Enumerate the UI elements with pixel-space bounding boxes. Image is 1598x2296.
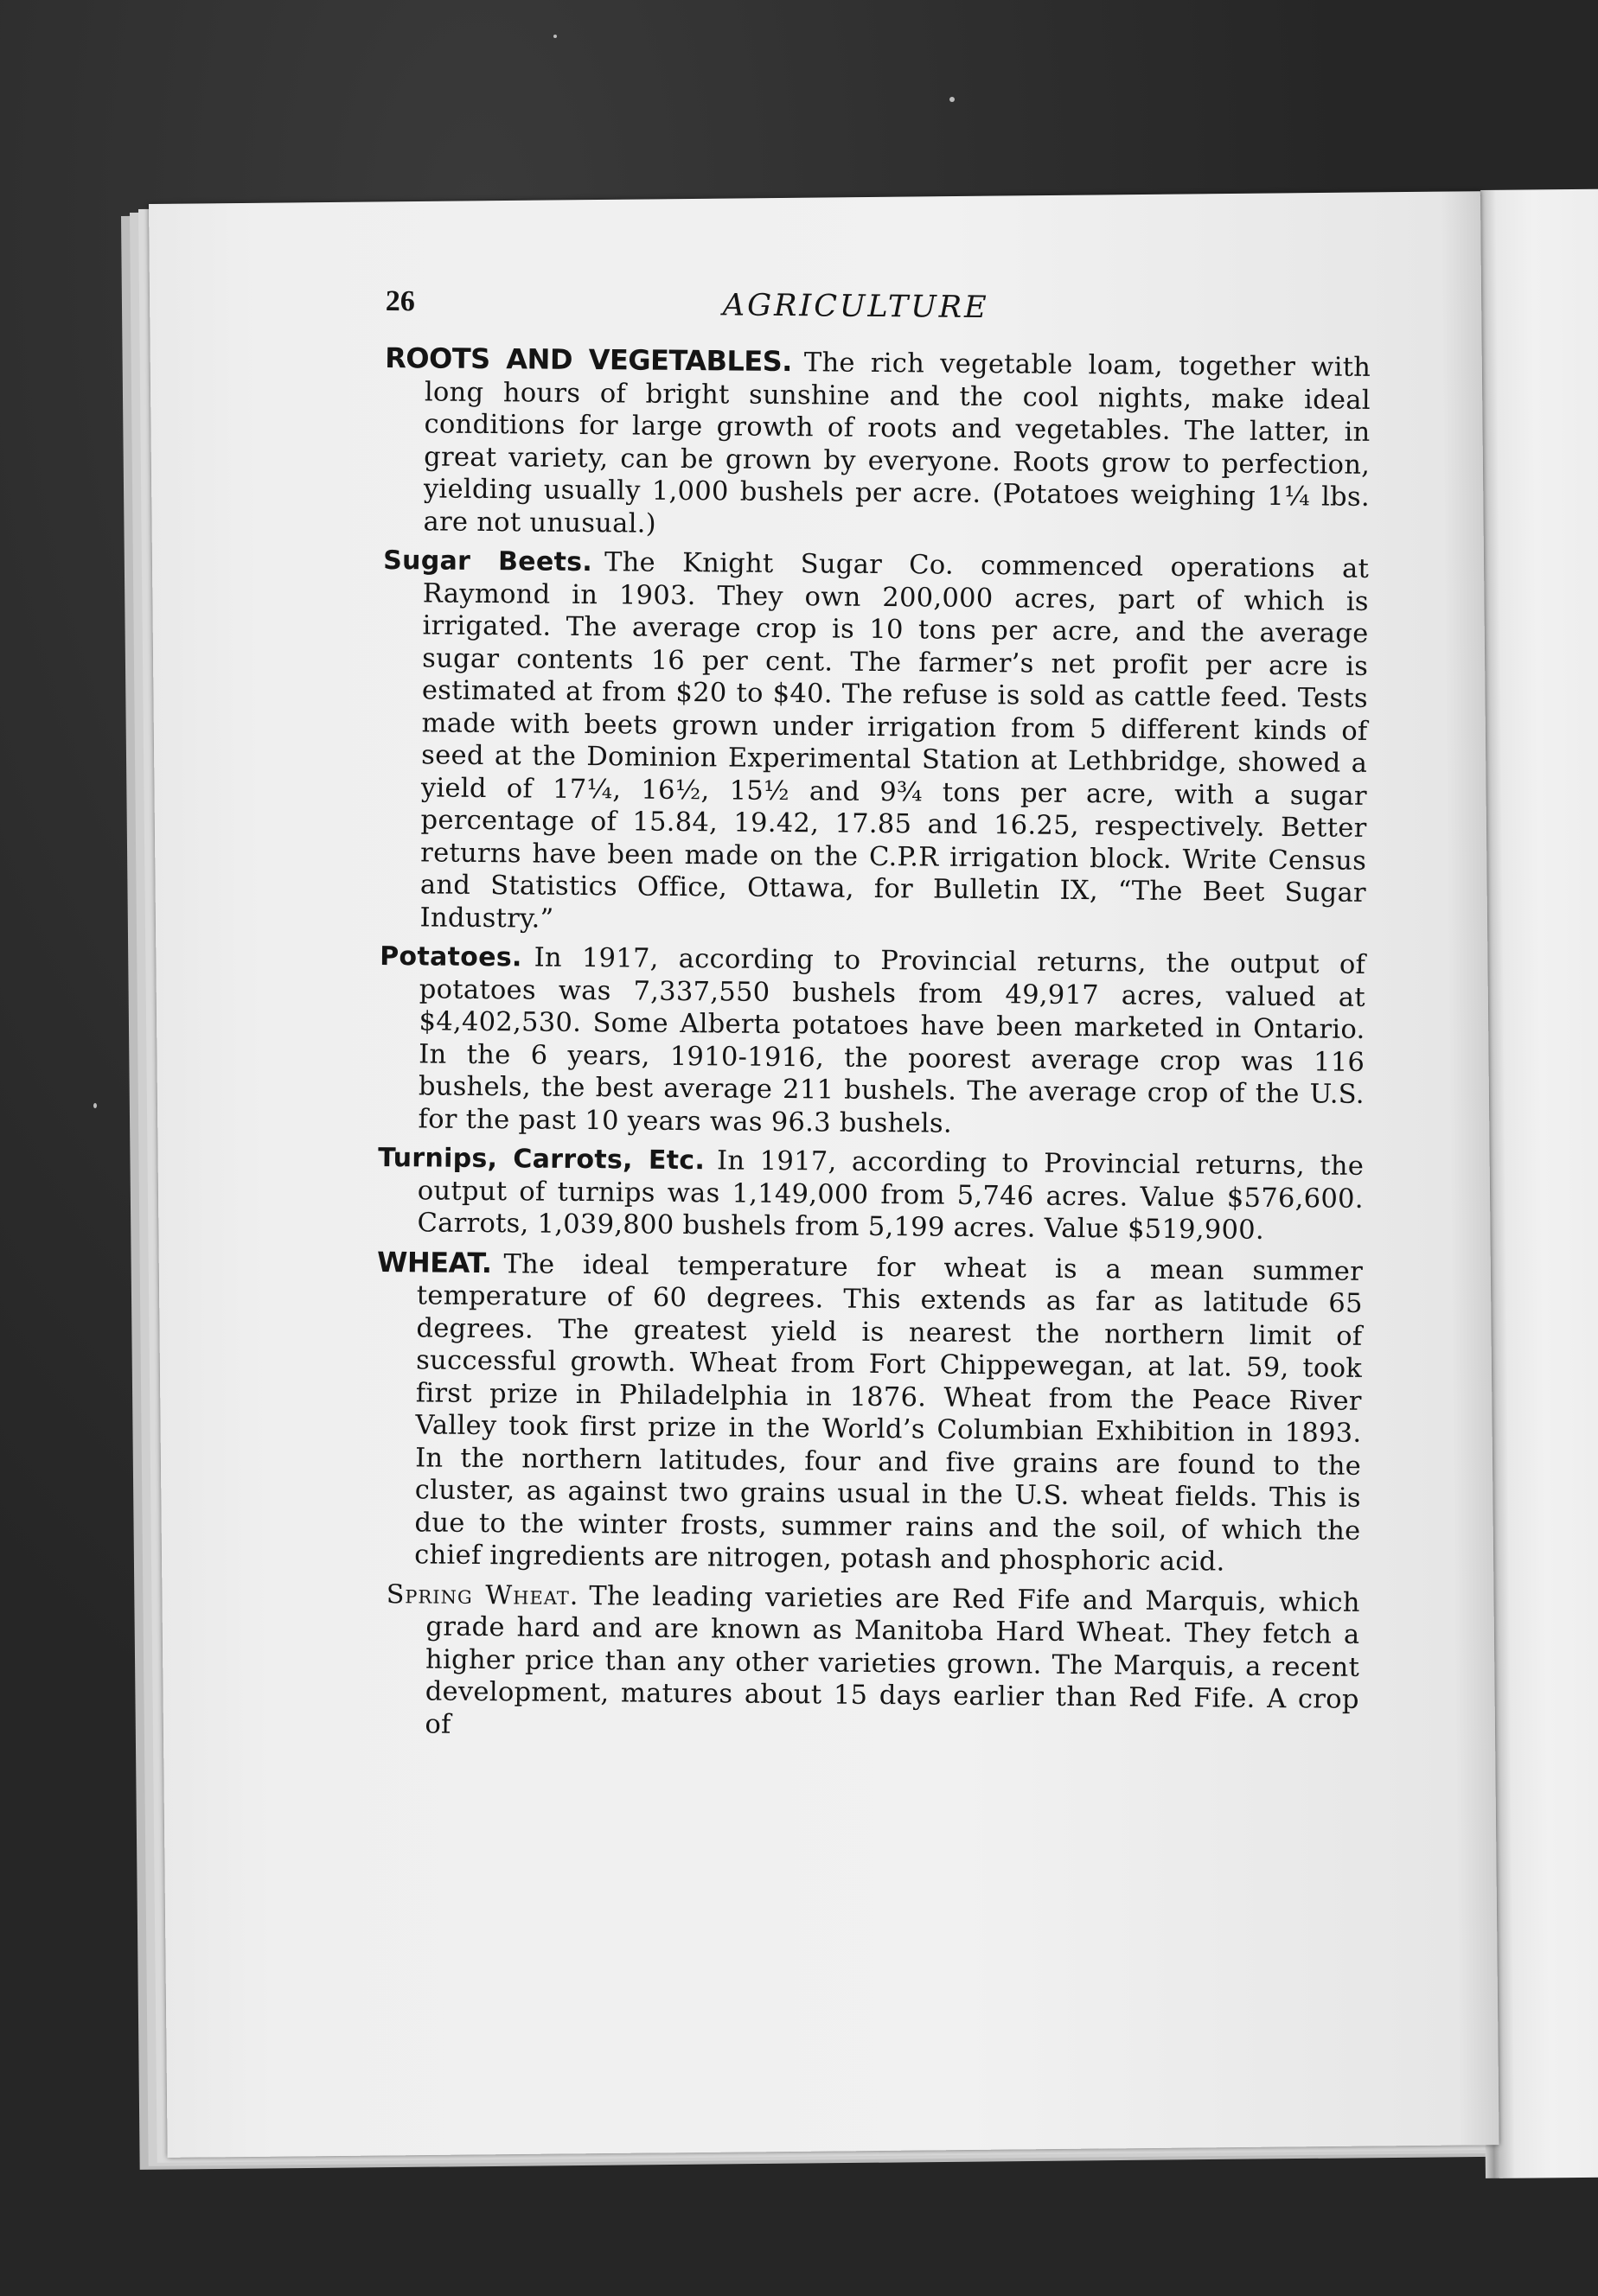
section-text: In 1917, according to Provincial returns, the output of turnips was 1,149,000 from 5,746 acres. Value $576,600. Carrots, 1,039,800 bushels from 5,199 acres. Value $519,900. [417, 1145, 1365, 1246]
section-text: The Knight Sugar Co. commenced operations at Raymond in 1903. They own 200,000 acres, part of which is irrigated. The average crop is 10 tons per acre, and the average sugar contents 16 per cent. The farmer’s net profit per acre is estimated at from $20 to $40. The refuse is sold as cattle feed. Tests made with beets grown under irrigation from 5 different kinds of seed at the Dominion Experimental Station at Lethbridge, showed a yield of 17¼, 16½, 15½ and 9¾ tons per acre, with a sugar percentage of 15.84, 19.42, 17.85 and 16.25, respectively. Better returns have been made on the C.P.R irrigation block. Write Census and Statistics Office, Ottawa, for Bulletin IX, “The Beet Sugar Industry.” [419, 547, 1370, 934]
section-spring-wheat [385, 1578, 1360, 1749]
scan-speck [949, 97, 955, 102]
page-header [386, 285, 1371, 337]
page-content [373, 285, 1371, 1756]
section-heading: Potatoes. [380, 941, 522, 973]
section-text: The ideal temperature for wheat is a mean summer temperature of 60 degrees. This extends as far as latitude 65 degrees. The greatest yield is nearest the northern limit of successful growth. Wheat from Fort Chippewegan, at lat. 59, took first prize in Philadelphia in 1876. Wheat from the Peace River Valley took first prize in the World’s Columbian Exhibition in 1893. In the northern latitudes, four and five grains are found to the cluster, as against two grains usual in the U.S. wheat fields. This is due to the winter frosts, summer rains and the soil, of which the chief ingredients are nitrogen, potash and phosphoric acid. [414, 1248, 1364, 1578]
section-wheat [374, 1246, 1363, 1579]
section-heading: Turnips, Carrots, Etc. [378, 1142, 706, 1177]
section-roots-and-vegetables [383, 342, 1371, 546]
section-text: In 1917, according to Provincial returns, the output of potatoes was 7,337,550 bushels from 49,917 acres, valued at $4,402,530. Some Alberta potatoes have been marketed in Ontario. In the 6 years, 1910-1916, the poorest average crop was 116 bushels, the best average 211 bushels. The average crop of the U.S. for the past 10 years was 96.3 bushels. [418, 942, 1366, 1139]
section-turnips-carrots [377, 1142, 1364, 1247]
section-sugar-beets [380, 545, 1369, 942]
section-heading: ROOTS AND VEGETABLES. [385, 341, 793, 379]
section-heading: Spring Wheat. [386, 1578, 579, 1611]
scan-speck [553, 35, 557, 38]
facing-page [1480, 188, 1598, 2178]
section-text: The rich vegetable loam, together with long hours of bright sunshine and the cool nights, make ideal conditions for large growth of roots and vegetables. The latter, in great variety, can be grown by everyone. Roots grow to perfection, yielding usually 1,000 bushels per acre. (Potatoes weighing 1¼ lbs. are not unusual.) [423, 348, 1371, 539]
section-potatoes [378, 941, 1365, 1144]
section-heading: Sugar Beets. [383, 545, 593, 578]
section-heading: WHEAT. [376, 1245, 492, 1279]
scan-speck [93, 1103, 97, 1108]
page-number: 26 [385, 285, 415, 318]
running-head: AGRICULTURE [722, 288, 989, 326]
section-text: The leading varieties are Red Fife and Marquis, which grade hard and are known as Manitoba Hard Wheat. They fetch a higher price than any other varieties grown. The Marquis, a recent development, matures about 15 days earlier than Red Fife. A crop of [425, 1580, 1360, 1740]
